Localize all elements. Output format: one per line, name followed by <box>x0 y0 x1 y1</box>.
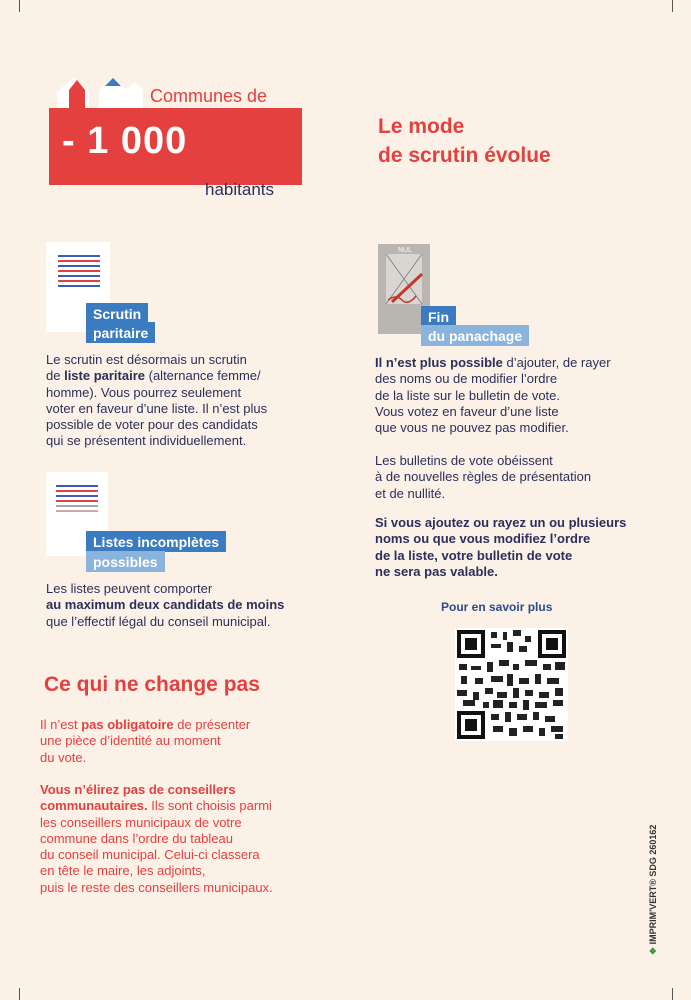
population-number: - 1 000 <box>62 120 188 162</box>
tag-paritaire: paritaire <box>86 322 155 343</box>
tag-listes-incompletes: Listes incomplètes <box>86 531 226 552</box>
crop-mark <box>19 0 20 12</box>
crop-mark <box>19 988 20 1000</box>
tag-du-panachage: du panachage <box>421 325 529 346</box>
qr-code[interactable] <box>455 628 568 741</box>
list-lines-icon <box>58 254 100 292</box>
ne-change-text-2: Vous n’élirez pas de conseillers communautaires. Ils sont choisis parmi les conseillers municipaux de votre commune dans l’ordre du tableau du conseil municipal. Celui-ci classera en tête le maire, les adjoints, puis le reste des conseillers municipaux. <box>40 782 273 895</box>
scrutin-paritaire-text: Le scrutin est désormais un scrutin de liste paritaire (alternance femme/ homme). Vous pourrez seulement voter en faveur d’une liste. Il n’est plus possible de voter pour des candidats qui se présentent individuellement. <box>46 352 268 449</box>
crop-mark <box>672 0 673 12</box>
listes-incompletes-text: Les listes peuvent comporter au maximum deux candidats de moins que l’effectif légal du conseil municipal. <box>46 581 285 629</box>
panachage-text-2: Les bulletins de vote obéissent à de nouvelles règles de présentation et de nullité. <box>375 453 592 501</box>
leaf-icon: ❖ <box>648 946 658 955</box>
page-title: Le mode de scrutin évolue <box>378 115 551 167</box>
qr-code-icon <box>455 628 568 741</box>
print-mark: ❖ IMPRIM'VERT® SDG 260162 <box>648 824 658 955</box>
savoir-plus-label: Pour en savoir plus <box>441 600 553 614</box>
section-heading: Ce qui ne change pas <box>44 673 260 696</box>
nul-label: NUL <box>398 247 413 254</box>
tag-fin: Fin <box>421 306 456 327</box>
crop-mark <box>672 988 673 1000</box>
habitants-label: habitants <box>205 180 274 199</box>
panachage-warning: Si vous ajoutez ou rayez un ou plusieurs noms ou que vous modifiez l’ordre de la liste, votre bulletin de vote ne sera pas valable. <box>375 515 627 579</box>
ne-change-text-1: Il n’est pas obligatoire de présenter une pièce d’identité au moment du vote. <box>40 717 251 765</box>
panachage-text-1: Il n’est plus possible d’ajouter, de rayer des noms ou de modifier l’ordre de la liste sur le bulletin de vote. Vous votez en faveur d’une liste que vous ne pouvez pas modifier. <box>375 355 611 436</box>
tag-possibles: possibles <box>86 551 165 572</box>
communes-label: Communes de <box>150 86 268 106</box>
list-lines-icon <box>56 484 98 516</box>
tag-scrutin: Scrutin <box>86 303 148 324</box>
